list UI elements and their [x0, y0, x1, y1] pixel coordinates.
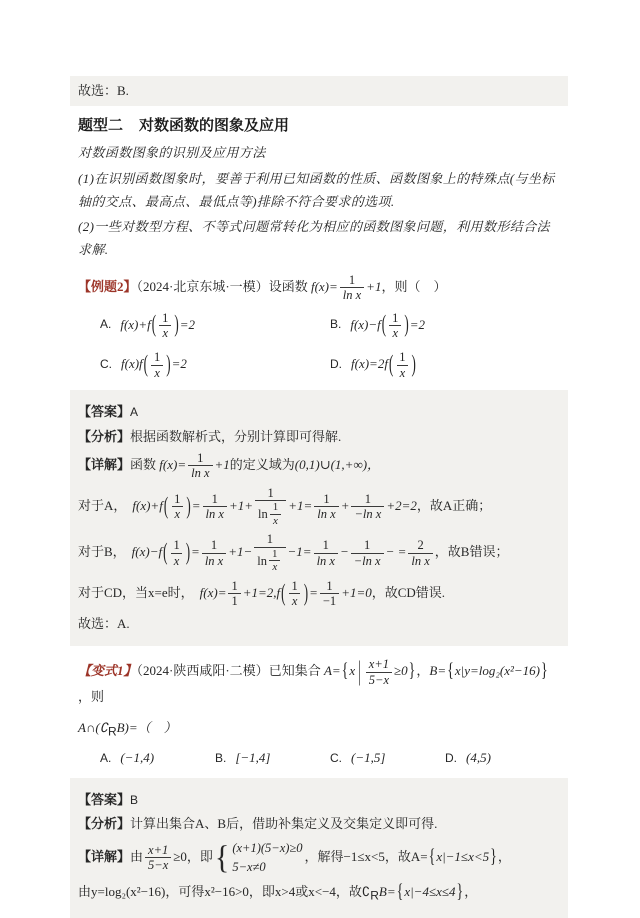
section-heading [78, 115, 560, 138]
variation1-label: 【变式1】 [78, 663, 137, 679]
option-c: C. (−1,5] [330, 750, 386, 766]
math-fraction: $\frac{1}{\text{ln x}}$ [340, 273, 364, 303]
math-fraction: $\frac{1}{-1}$ [320, 579, 339, 609]
math-fx: f(x)= [310, 278, 338, 294]
math-fraction: $\frac{1}{\text{ln x}}$ [314, 538, 338, 568]
big-paren: ) [186, 490, 191, 519]
complement-subscript: R [107, 724, 117, 739]
big-paren: ) [185, 537, 191, 566]
variation1-stem: 【变式1】（2024·陕西咸阳·二模）已知集合 A={x | $\frac{x+1}{5-x}$ ≥0}，B={x|y=log₂(x²−16)}，则 [78, 657, 560, 706]
math-fraction: $\frac{1}{x}$ [396, 350, 408, 380]
option-a-letter: A. [100, 317, 112, 332]
big-paren: ) [404, 309, 409, 338]
previous-answer-text: 故选：B. [78, 83, 129, 98]
set-divider-bar: | [358, 654, 361, 687]
math-fraction: $\frac{1}{\text{−ln x}}$ [351, 538, 384, 568]
big-brace: { [447, 660, 454, 683]
math-fraction: $\frac{1}{x}$ [151, 350, 163, 380]
math-plus1: +1 [366, 278, 382, 294]
big-paren: ) [411, 349, 416, 378]
math-fraction: $\frac{x+1}{5-x}$ [145, 843, 171, 873]
math-fraction: $\frac{x+1}{5-x}$ [366, 657, 392, 687]
option-d-letter: D. [330, 357, 342, 372]
math-fraction: $\frac{1}{x}$ [389, 311, 401, 341]
detail-line-domain: 【详解】函数 f(x)= $\frac{1}{\text{ln x}}$ +1的定义域为(0,1)∪(1,+∞)， [78, 451, 381, 481]
variation1-pre: 已知集合 [268, 663, 321, 679]
option-a: A. f(x)+f( $\frac{1}{x}$ )=2 [100, 311, 330, 341]
example2-stem [78, 273, 560, 303]
variation1-answer-block [70, 778, 568, 918]
previous-answer-block [70, 76, 568, 106]
math-fraction: $\frac{1}{x}$ [289, 579, 301, 609]
big-paren: ) [174, 309, 179, 338]
conclusion-line: 故选：A. [78, 615, 130, 631]
variation1-source: （2024·陕西咸阳·二模） [136, 663, 269, 679]
math-fraction: $\frac{1}{\text{ln x}}$ [202, 538, 226, 568]
big-brace: } [490, 846, 497, 869]
big-brace: } [541, 660, 548, 683]
complement-subscript: R [370, 888, 379, 903]
math-fraction: $\frac{1}{\text{ln x}}$ [203, 492, 227, 522]
big-brace: { [396, 881, 404, 904]
detail-line-option-a: 对于A， f(x)+f( $\frac{1}{x}$ )= $\frac{1}{\text{ln x}}$ +1+ 1 ln $\frac{1}{x}$ +1= $\frac{1}{\text{ln x}}$ + $\frac{1}{\text{−ln x}}$ +2=2，故A正确； [78, 485, 492, 527]
math-fraction: $\frac{1}{\text{−ln x}}$ [351, 492, 384, 522]
example2-stem-post: ，则（ ） [381, 278, 447, 294]
example2-answer-block [70, 390, 568, 646]
answer-line: 【答案】A [78, 404, 139, 419]
analysis-line: 【分析】根据函数解析式，分别计算即可得解. [78, 428, 342, 444]
math-fraction-nested: 1 ln $\frac{1}{x}$ [255, 486, 286, 528]
option-b: B. f(x)−f( $\frac{1}{x}$ )=2 [330, 311, 560, 341]
big-paren: ( [281, 578, 286, 607]
example2-stem-pre: 设函数 [268, 278, 308, 294]
answer-value: B [130, 792, 139, 807]
big-paren: ) [303, 578, 309, 607]
detail-line-option-b: 对于B， f(x)−f( $\frac{1}{x}$ )= $\frac{1}{\text{ln x}}$ +1− 1 ln $\frac{1}{x}$ −1= $\frac{1}{\text{ln x}}$ − $\frac{1}{\text{−ln x}}$ − = $\frac{2}{\text{ln x}}$ ，故B错误； [78, 532, 509, 574]
math-fraction: $\frac{2}{\text{ln x}}$ [408, 538, 432, 568]
math-fraction: $\frac{1}{\text{ln x}}$ [314, 492, 338, 522]
option-c: C. f(x)f( $\frac{1}{x}$ )=2 [100, 350, 330, 380]
answer-line: 【答案】B [78, 791, 139, 807]
detail-line-option-cd: 对于CD，当x=e时， f(x)= $\frac{1}{1}$ +1=2,f( $\frac{1}{x}$ )= $\frac{1}{-1}$ +1=0，故CD错误. [78, 579, 560, 609]
example2-source: （2024·北京东城·一模） [136, 278, 269, 294]
big-paren: ( [381, 309, 387, 338]
variation1-options [78, 748, 560, 768]
big-brace: } [408, 660, 416, 683]
big-paren: ( [388, 349, 394, 378]
answer-value: A [130, 405, 139, 419]
analysis-line: 【分析】计算出集合A、B后，借助补集定义及交集定义即可得. [78, 816, 438, 832]
detail-line-set-b: 由y=log₂(x²−16)，可得x²−16>0，即x>4或x<−4，故$∁_RB=\{x|-4\le x\le 4\}$， [78, 882, 560, 905]
section-title: 对数函数的图象及应用 [139, 116, 290, 134]
option-c-letter: C. [100, 357, 112, 372]
detail-line-set-a: 【详解】由 $\frac{x+1}{5-x}$ ≥0，即 { (x+1)(5−x)≥0 5−x≠0 ，解得−1≤x<5，故A={x|−1≤x<5}， [78, 839, 511, 877]
big-brace: { [341, 660, 349, 683]
option-a: A. (−1,4) [100, 750, 155, 766]
math-fraction-nested: 1 ln $\frac{1}{x}$ [254, 532, 285, 574]
option-b: B. [−1,4] [215, 750, 271, 766]
option-b-letter: B. [330, 317, 342, 332]
math-fraction: $\frac{1}{x}$ [159, 311, 171, 341]
big-paren: ( [143, 349, 148, 378]
method-intro: 对数函数图象的识别及应用方法 [78, 145, 266, 160]
method-point-2: (2)一些对数型方程、不等式问题常转化为相应的函数图象问题，利用数形结合法求解. [78, 219, 550, 257]
example2-label: 【例题2】 [78, 278, 137, 294]
example2-options [78, 311, 560, 381]
big-paren: ( [163, 537, 168, 566]
cases-brace: { [214, 839, 230, 877]
math-fraction: $\frac{1}{1}$ [228, 579, 240, 609]
big-brace: { [428, 846, 436, 869]
section-badge: 题型二 [78, 116, 124, 134]
math-fraction: $\frac{1}{\text{ln x}}$ [188, 451, 212, 481]
option-d: D. (4,5) [445, 750, 491, 766]
math-fraction: $\frac{1}{x}$ [171, 492, 183, 522]
option-d: D. f(x)=2f( $\frac{1}{x}$ ) [330, 350, 560, 380]
big-paren: ) [166, 349, 171, 378]
method-point-1: (1)在识别函数图象时，要善于利用已知函数的性质、函数图象上的特殊点(与坐标轴的交点、最高点、最低点等)排除不符合要求的选项. [78, 170, 555, 209]
big-brace: } [456, 881, 464, 904]
cases-system: { (x+1)(5−x)≥0 5−x≠0 [214, 839, 303, 877]
big-paren: ( [151, 309, 157, 338]
big-paren: ( [163, 490, 169, 519]
variation1-question-line: $A\cap(∁_RB)=$（ ） [78, 719, 177, 739]
math-fraction: $\frac{1}{x}$ [170, 538, 182, 568]
